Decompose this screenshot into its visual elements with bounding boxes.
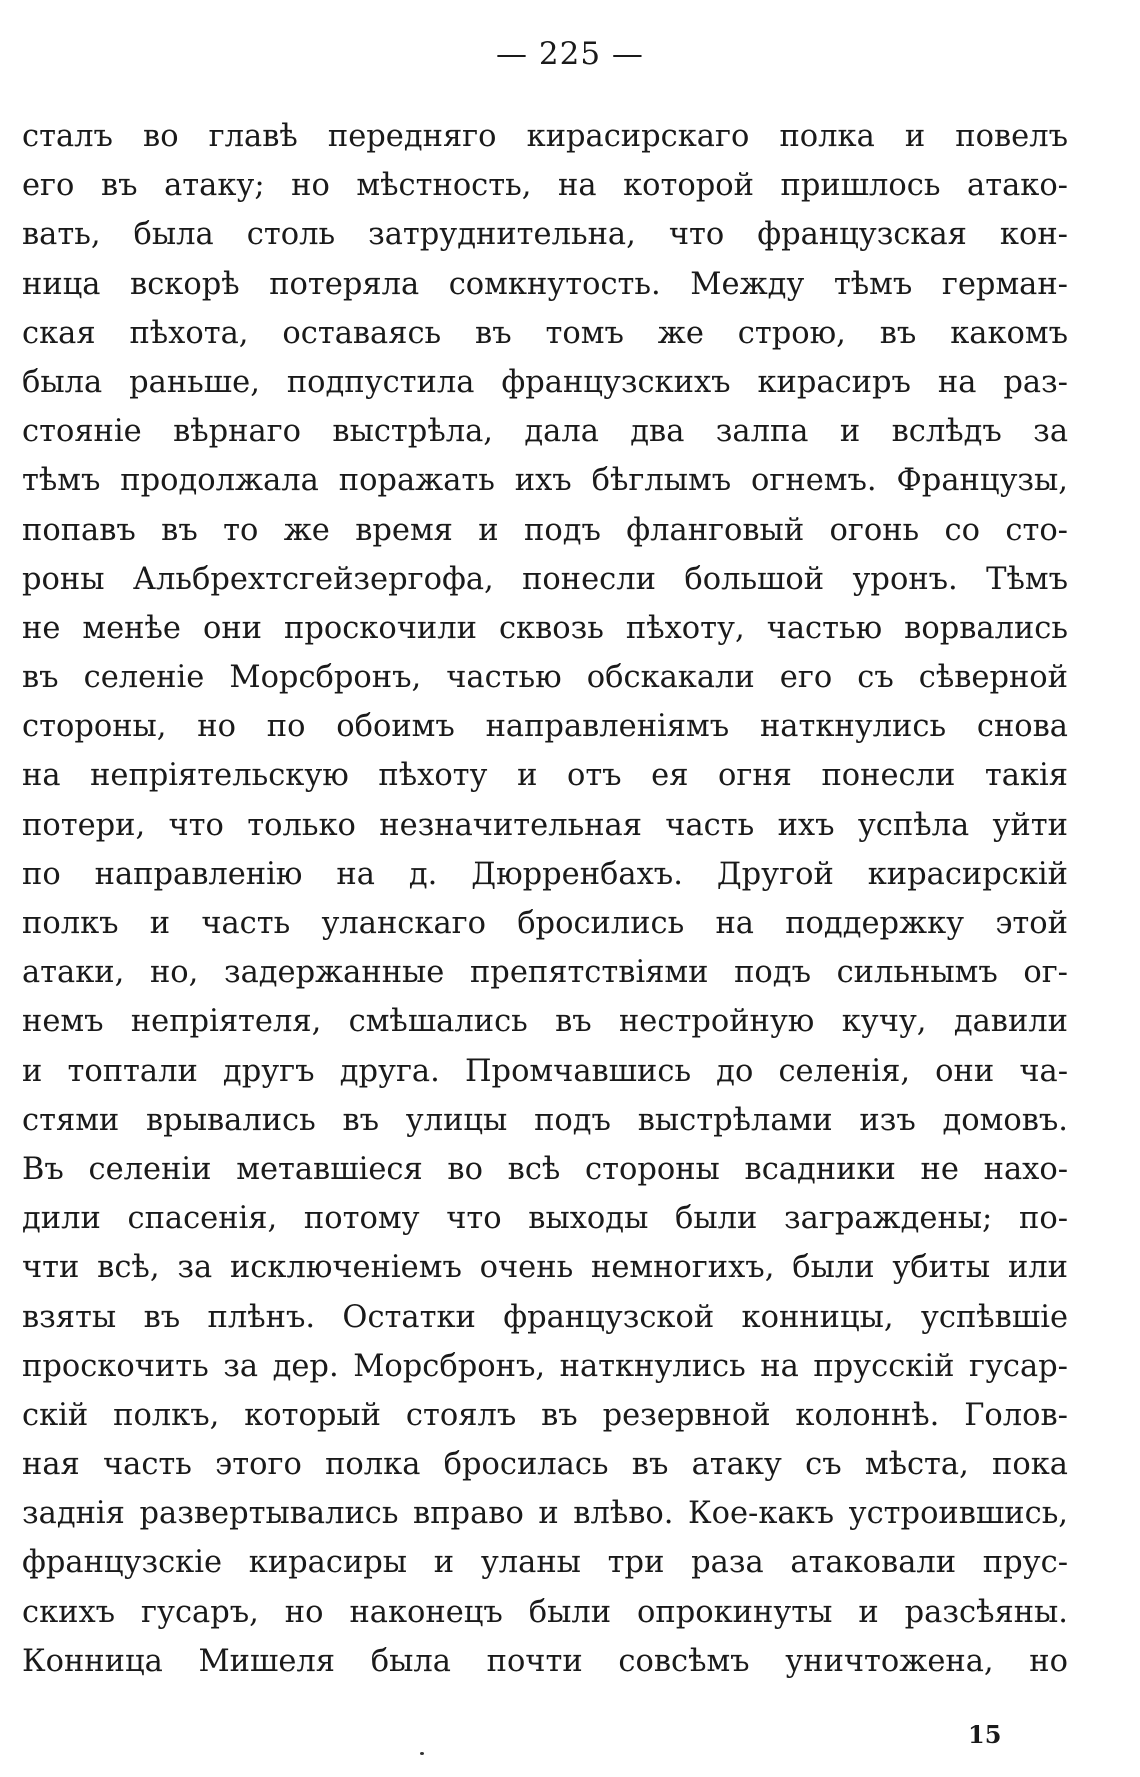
text-line: Конница Мишеля была почти совсѣмъ уничтожена, но xyxy=(22,1643,1068,1679)
text-line: атаки, но, задержанные препятствіями подъ сильнымъ ог- xyxy=(22,955,1068,991)
text-line: потери, что только незначительная часть ихъ успѣла уйти xyxy=(22,807,1068,843)
text-line: скихъ гусаръ, но наконецъ были опрокинуты и разсѣяны. xyxy=(22,1594,1068,1630)
text-line: роны Альбрехтсгейзергофа, понесли большой уронъ. Тѣмъ xyxy=(22,561,1068,597)
text-line: французскіе кирасиры и уланы три раза атаковали прус- xyxy=(22,1545,1068,1581)
text-line: по направленію на д. Дюрренбахъ. Другой кирасирскій xyxy=(22,856,1068,892)
text-line: ная часть этого полка бросилась въ атаку съ мѣста, пока xyxy=(22,1447,1068,1483)
text-line: дили спасенія, потому что выходы были заграждены; по- xyxy=(22,1201,1068,1237)
text-line: взяты въ плѣнъ. Остатки французской конницы, успѣвшіе xyxy=(22,1299,1068,1335)
text-line: чти всѣ, за исключеніемъ очень немногихъ, были убиты или xyxy=(22,1250,1068,1286)
text-line: и топтали другъ друга. Промчавшись до селенія, они ча- xyxy=(22,1053,1068,1089)
text-line: стояніе вѣрнаго выстрѣла, дала два залпа и вслѣдъ за xyxy=(22,414,1068,450)
text-line: вать, была столь затруднительна, что французская кон- xyxy=(22,217,1068,253)
text-line: немъ непріятеля, смѣшались въ нестройную кучу, давили xyxy=(22,1004,1068,1040)
text-line: ская пѣхота, оставаясь въ томъ же строю, въ какомъ xyxy=(22,315,1068,351)
text-line: не менѣе они проскочили сквозь пѣхоту, частью ворвались xyxy=(22,610,1068,646)
text-line: сталъ во главѣ передняго кирасирскаго полка и повелъ xyxy=(22,119,1068,154)
text-line: его въ атаку; но мѣстность, на которой пришлось атако- xyxy=(22,168,1068,204)
text-line: заднія развертывались вправо и влѣво. Кое-какъ устроившись, xyxy=(22,1496,1068,1532)
text-line: стями врывались въ улицы подъ выстрѣлами изъ домовъ. xyxy=(22,1102,1068,1138)
text-line: Въ селеніи метавшіеся во всѣ стороны всадники не нахо- xyxy=(22,1151,1068,1187)
text-line: попавъ въ то же время и подъ фланговый огонь со сто- xyxy=(22,512,1068,548)
text-line: стороны, но по обоимъ направленіямъ наткнулись снова xyxy=(22,709,1068,745)
text-line: на непріятельскую пѣхоту и отъ ея огня понесли такія xyxy=(22,758,1068,794)
body-text xyxy=(22,112,1068,1686)
text-line: тѣмъ продолжала поражать ихъ бѣглымъ огнемъ. Французы, xyxy=(22,463,1068,499)
text-line: скій полкъ, который стоялъ въ резервной колоннѣ. Голов- xyxy=(22,1397,1068,1433)
text-line: была раньше, подпустила французскихъ кирасиръ на раз- xyxy=(22,364,1068,400)
text-line: полкъ и часть уланскаго бросились на поддержку этой xyxy=(22,906,1068,941)
text-line: ница вскорѣ потеряла сомкнутость. Между тѣмъ герман- xyxy=(22,266,1068,302)
text-line: въ селеніе Морсбронъ, частью обскакали его съ сѣверной xyxy=(22,660,1068,696)
signature-mark: 15 xyxy=(968,1720,1002,1749)
text-line: проскочить за дер. Морсбронъ, наткнулись на прусскій гусар- xyxy=(22,1348,1068,1384)
page-number: — 225 — xyxy=(496,36,644,72)
ink-speck xyxy=(420,1752,424,1755)
